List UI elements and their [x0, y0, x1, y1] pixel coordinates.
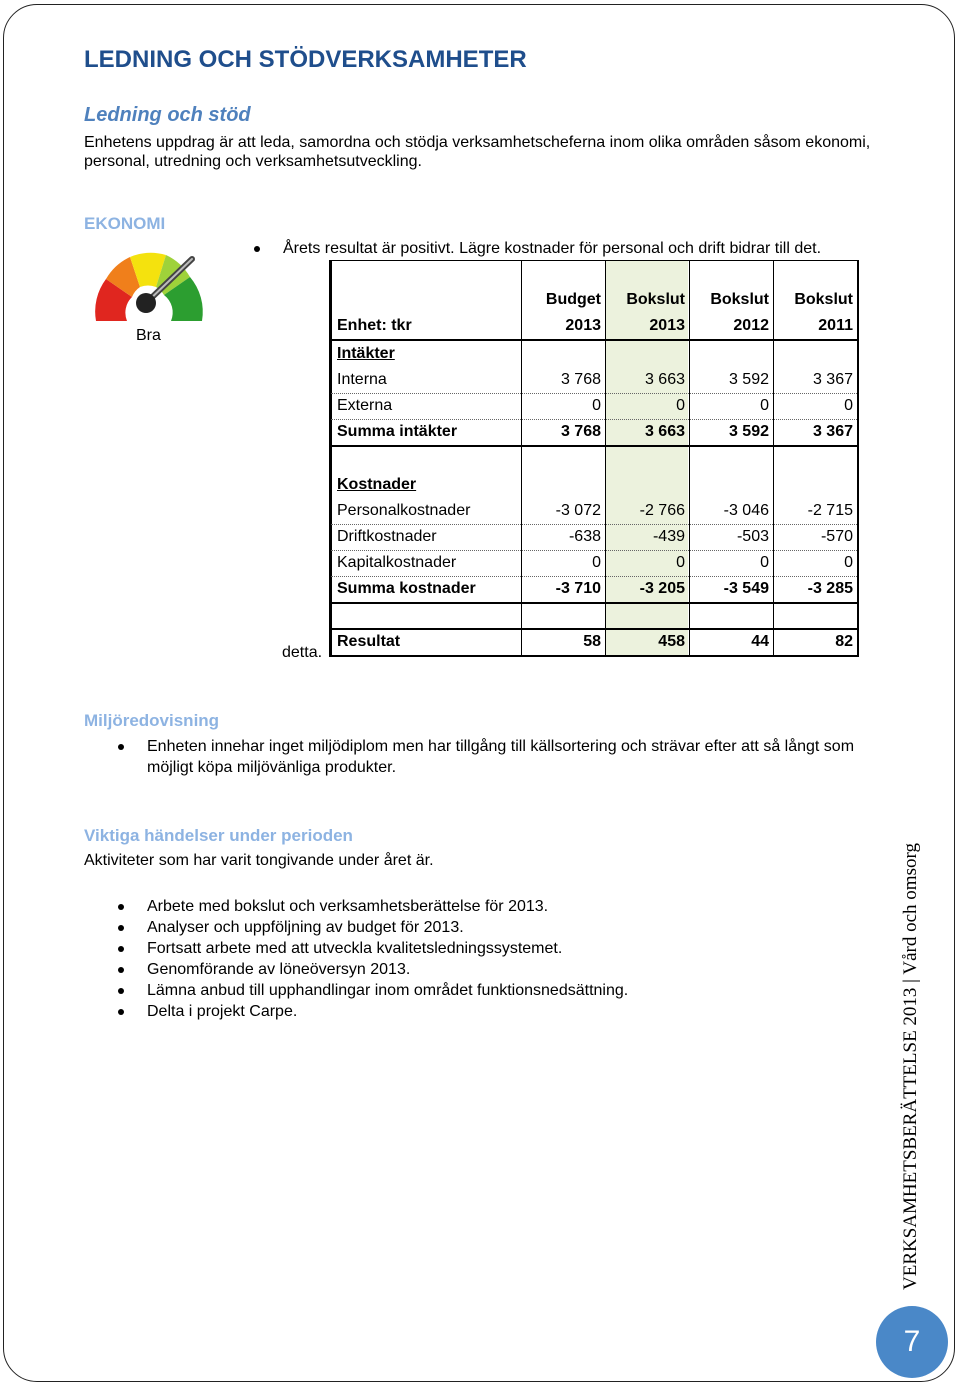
income-sum-row: Summa intäkter 3 768 3 663 3 592 3 367 [337, 423, 853, 440]
trailing-text: detta. [282, 644, 323, 661]
intro-paragraph: Enhetens uppdrag är att leda, samordna och stödja verksamhetscheferna inom olika områden såsom ekonomi, personal, utredning och verksamhetsutveckling. [84, 134, 871, 170]
viktiga-list [147, 896, 847, 1022]
result-row: Resultat 58 458 44 82 [337, 633, 853, 650]
cost-heading-row: Kostnader [337, 476, 417, 493]
page-title: LEDNING OCH STÖDVERKSAMHETER [84, 46, 527, 73]
list-item: Genomförande av löneöversyn 2013. [147, 959, 847, 980]
list-item: Fortsatt arbete med att utveckla kvalitetsledningssystemet. [147, 938, 847, 959]
unit-label: Enhet: tkr [337, 317, 412, 334]
list-item: Lämna anbud till upphandlingar inom området funktionsnedsättning. [147, 980, 847, 1001]
viktiga-heading: Viktiga händelser under perioden [84, 826, 353, 845]
gauge-icon [88, 243, 210, 325]
header-row-top: Budget Bokslut Bokslut Bokslut [545, 291, 853, 308]
list-item: Arbete med bokslut och verksamhetsberättelse för 2013. [147, 896, 847, 917]
ekonomi-heading: EKONOMI [84, 214, 166, 233]
table-row: Kapitalkostnader 0 0 0 0 [331, 550, 857, 577]
cost-sum-row: Summa kostnader -3 710 -3 205 -3 549 -3 285 [337, 580, 853, 597]
financial-table [329, 260, 859, 657]
miljo-heading: Miljöredovisning [84, 711, 220, 730]
page-number: 7 [876, 1306, 948, 1378]
section-subtitle: Ledning och stöd [84, 104, 251, 126]
header-row-bottom: Enhet: tkr 2013 2013 2012 2011 [337, 317, 853, 334]
list-item: Delta i projekt Carpe. [147, 1001, 847, 1022]
table-row: Personalkostnader -3 072 -2 766 -3 046 -2 715 [331, 498, 857, 525]
table-row: Driftkostnader -638 -439 -503 -570 [331, 524, 857, 551]
table-row: Externa 0 0 0 0 [331, 393, 857, 420]
table-row: Interna 3 768 3 663 3 592 3 367 [331, 367, 857, 394]
list-item: Analyser och uppföljning av budget för 2013. [147, 917, 847, 938]
side-footer-text: VERKSAMHETSBERÄTTELSE 2013 | Vård och omsorg [900, 843, 921, 1290]
viktiga-intro: Aktiviteter som har varit tongivande under året är. [84, 852, 434, 869]
ekonomi-bullet: Årets resultat är positivt. Lägre kostnader för personal och drift bidrar till det. [283, 240, 822, 257]
page-frame [3, 4, 955, 1382]
gauge-label: Bra [136, 327, 161, 344]
miljo-bullet: Enheten innehar inget miljödiplom men har tillgång till källsortering och strävar efter att så långt som möjligt köpa miljövänliga produkter. [147, 736, 867, 778]
income-heading-row: Intäkter [337, 345, 395, 362]
